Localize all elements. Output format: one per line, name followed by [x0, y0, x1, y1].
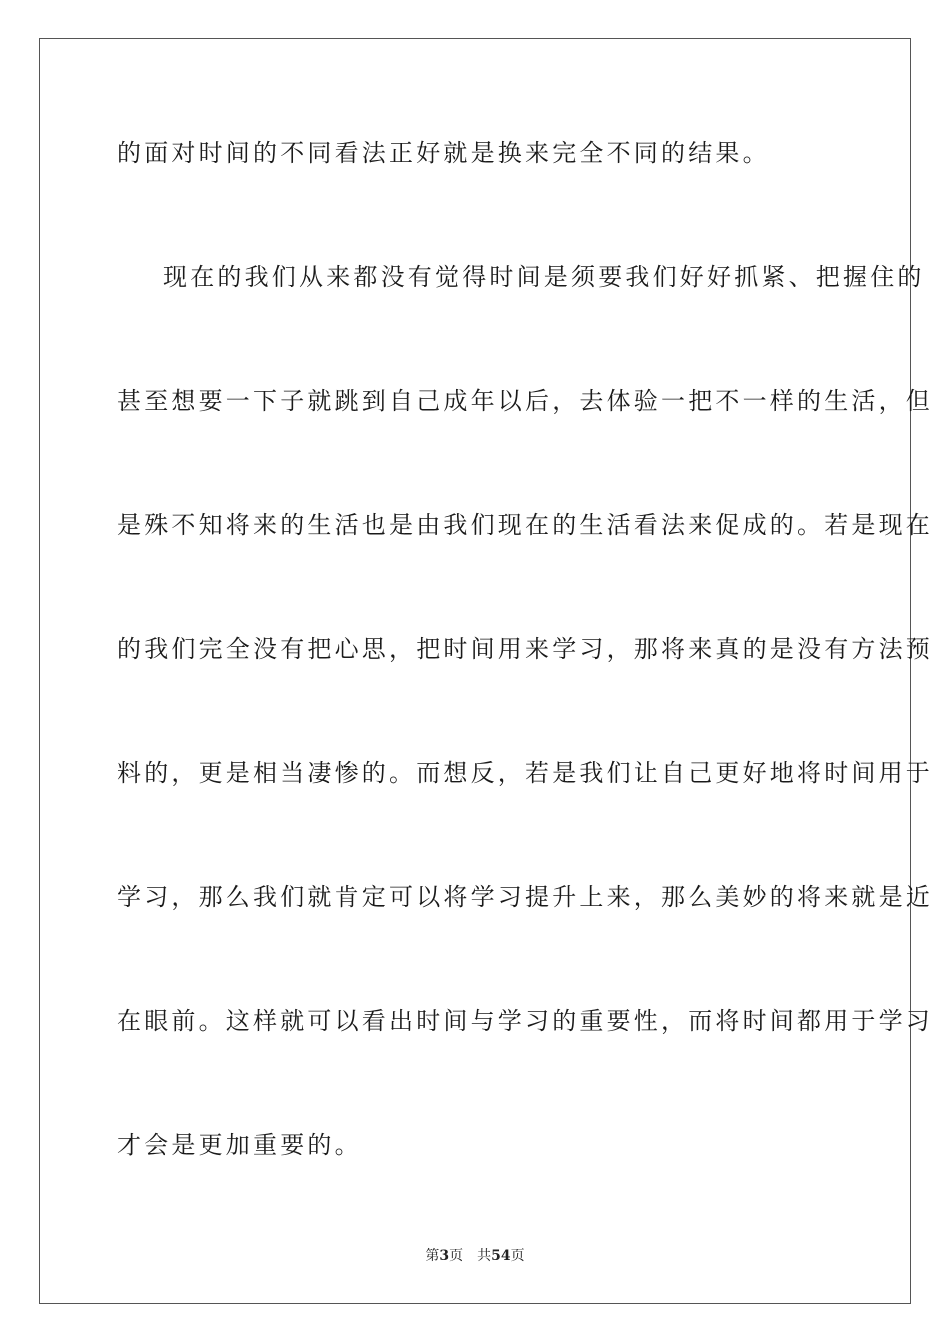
- text-line-9: 才会是更加重要的。: [117, 1131, 362, 1159]
- total-prefix: 共: [477, 1248, 492, 1264]
- total-pages: 54: [491, 1248, 511, 1264]
- page-footer: [0, 1247, 950, 1265]
- page-prefix: 第: [425, 1248, 440, 1264]
- text-line-4: 是殊不知将来的生活也是由我们现在的生活看法来促成的。若是现在: [117, 511, 933, 539]
- text-line-5: 的我们完全没有把心思，把时间用来学习，那将来真的是没有方法预: [117, 635, 933, 663]
- page-border: [39, 38, 933, 1304]
- page-number: 3: [439, 1248, 450, 1264]
- text-line-6: 料的，更是相当凄惨的。而想反，若是我们让自己更好地将时间用于: [117, 759, 933, 787]
- text-line-8: 在眼前。这样就可以看出时间与学习的重要性，而将时间都用于学习: [117, 1007, 933, 1035]
- text-line-2: 现在的我们从来都没有觉得时间是须要我们好好抓紧、把握住的: [163, 263, 925, 291]
- text-line-3: 甚至想要一下子就跳到自己成年以后，去体验一把不一样的生活，但: [117, 387, 933, 415]
- text-line-7: 学习，那么我们就肯定可以将学习提升上来，那么美妙的将来就是近: [117, 883, 933, 911]
- page-suffix: 页: [449, 1248, 464, 1264]
- total-suffix: 页: [510, 1248, 525, 1264]
- text-line-1: 的面对时间的不同看法正好就是换来完全不同的结果。: [117, 139, 770, 167]
